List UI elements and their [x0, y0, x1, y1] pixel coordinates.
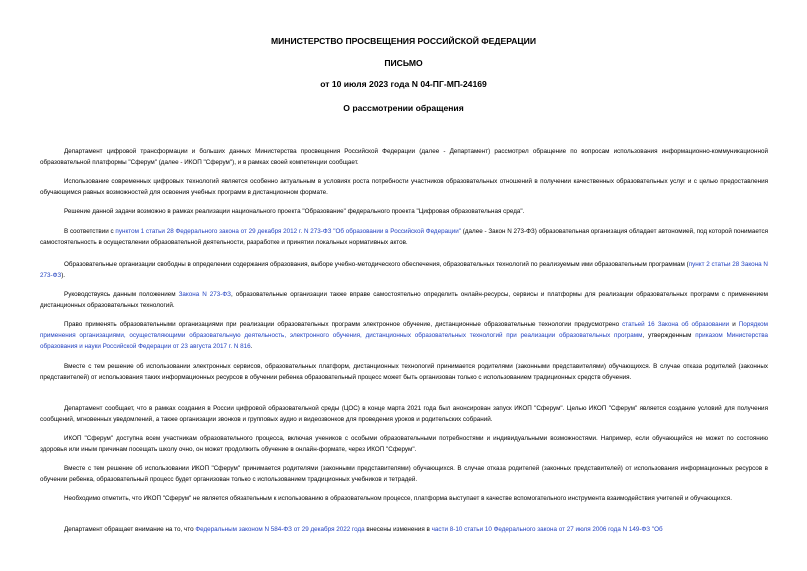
paragraph-2: Использование современных цифровых технологий является особенно актуальным в условиях роста потребности участников образовательных отношений в получении качественных образовательных услуг и с целью предоставления обучающимся равных возможностей для освоения учебных программ в дистанционном формате.	[40, 178, 768, 196]
paragraph-4-text-1: В соответствии с	[64, 228, 116, 235]
link-procedure-e-learning[interactable]: Порядком применения организациями, осуществляющими образовательную деятельность, электронного обучения, дистанционных образовательных технологий при реализации образовательных программ	[40, 321, 768, 339]
paragraph-1: Департамент цифровой трансформации и больших данных Министерства просвещения Российской Федерации (далее - Департамент) рассмотрел обращение по вопросам использования информационно-коммуникационной образовательной платформы "Сферум" (далее - ИКОП "Сферум"), и в рамках своей компетенции сообщает.	[40, 148, 768, 166]
paragraph-10: ИКОП "Сферум" доступна всем участникам образовательного процесса, включая учеников с особыми образовательными потребностями и индивидуальными возможностями. Например, если обучающийся не может по состоянию здоровья или иным причинам посещать школу очно, он может продолжить обучение в онлайн-формате, через ИКОП "Сферум".	[40, 435, 768, 453]
document-date-number: от 10 июля 2023 года N 04-ПГ-МП-24169	[320, 79, 487, 89]
paragraph-6-text-1: Руководствуясь данным положением	[64, 291, 179, 298]
document-subject: О рассмотрении обращения	[343, 103, 464, 113]
paragraph-3: Решение данной задачи возможно в рамках реализации национального проекта "Образование" федерального проекта "Цифровая образовательная среда".	[64, 208, 525, 215]
ministry-title: МИНИСТЕРСТВО ПРОСВЕЩЕНИЯ РОССИЙСКОЙ ФЕДЕРАЦИИ	[270, 36, 537, 46]
paragraph-7-text-1: Право применять образовательными организациями при реализации образовательных программ электронное обучение, дистанционные образовательные технологии предусмотрено	[64, 321, 623, 328]
paragraph-7	[40, 319, 768, 352]
paragraph-12: Необходимо отметить, что ИКОП "Сферум" не является обязательным к использованию в образовательном процессе, платформа выступает в качестве вспомогательного инструмента взаимодействия учителей и обучающихся.	[64, 495, 732, 502]
link-law-273-article-28[interactable]: пунктом 1 статьи 28 Федерального закона от 29 декабря 2012 г. N 273-ФЗ "Об образовании в Российской Федерации"	[115, 228, 461, 235]
paragraph-5-text-2: ).	[61, 272, 66, 279]
link-article-16[interactable]: статьей 16 Закона об образовании	[622, 321, 730, 328]
paragraph-13-text-2: внесены изменения в	[364, 526, 432, 533]
paragraph-11: Вместе с тем решение об использовании ИКОП "Сферум" принимается родителями (законными представителями) обучающихся. В случае отказа родителей (законных представителей) от использования информационных ресурсов в обучении ребенка, образовательный процесс будет организован только с использованием традиционных учебников и тетрадей.	[40, 465, 768, 483]
paragraph-6	[40, 289, 768, 311]
paragraph-7-text-4: .	[250, 343, 253, 350]
paragraph-7-text-3: , утвержденным	[642, 332, 696, 339]
paragraph-5	[40, 259, 768, 281]
paragraph-13-text-1: Департамент обращает внимание на то, что	[64, 526, 196, 533]
paragraph-13	[40, 524, 768, 535]
document-type: ПИСЬМО	[384, 58, 423, 68]
paragraph-4	[40, 226, 768, 248]
link-law-584[interactable]: Федеральным законом N 584-ФЗ от 29 декабря 2022 года	[195, 526, 365, 533]
paragraph-5-text-1: Образовательные организации свободны в определении содержания образования, выборе учебно-методического обеспечения, образовательных технологий по реализуемым ими образовательным программам (	[64, 261, 689, 268]
paragraph-4-text-2: (далее - Закон N 273-ФЗ) образовательная организация обладает автономией, под которой понимается самостоятельность в осуществлении образовательной деятельности, разработке и принятии локальных нормативных актов.	[40, 228, 769, 246]
paragraph-9: Департамент сообщает, что в рамках создания в России цифровой образовательной среды (ЦОС) в конце марта 2021 года был анонсирован запуск ИКОП "Сферум". Целью ИКОП "Сферум" является создание условий для получения сообщений, мгновенных уведомлений, а также организации звонков и групповых аудио и видеозвонков для проведения уроков и родительских собраний.	[40, 405, 768, 423]
paragraph-6-text-2: , образовательные организации также вправе самостоятельно определить онлайн-ресурсы, сервисы и платформы для реализации образовательных программ с применением дистанционных образовательных технологий.	[40, 291, 768, 309]
link-law-273[interactable]: Закона N 273-ФЗ	[178, 291, 231, 298]
paragraph-7-text-2: и	[729, 321, 739, 328]
link-order-816[interactable]: приказом Министерства образования и науки Российской Федерации от 23 августа 2017 г. N 816	[40, 332, 768, 350]
link-article-28-point-2[interactable]: пункт 2 статьи 28 Закона N 273-ФЗ	[40, 261, 768, 279]
paragraph-8: Вместе с тем решение об использовании электронных сервисов, образовательных платформ, дистанционных технологий принимается родителями (законными представителями) обучающихся. В случае отказа родителей (законных представителей) от использования таких информационных ресурсов в обучении ребенка образовательный процесс может быть организован только с использованием традиционных средств обучения.	[40, 363, 768, 381]
link-law-149-article-10[interactable]: части 8-10 статьи 10 Федерального закона от 27 июля 2006 года N 149-ФЗ "Об	[431, 526, 663, 533]
